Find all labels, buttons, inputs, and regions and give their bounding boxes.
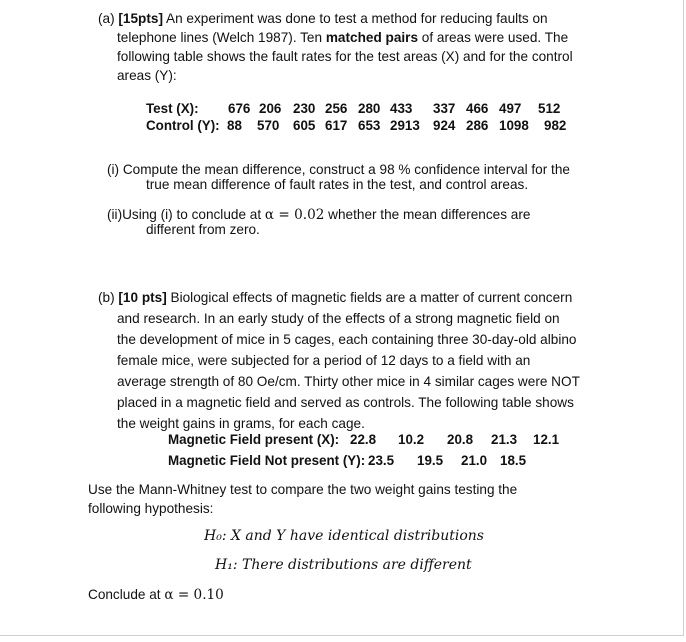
- part-b-line-2: and research. In an early study of the effects of a strong magnetic field on: [117, 311, 560, 326]
- control-value: 2913: [390, 118, 420, 133]
- conclusion-line: Conclude at α = 0.10: [88, 587, 224, 603]
- magnetic-present-row: [168, 432, 568, 449]
- control-value: 286: [466, 118, 489, 133]
- magnetic-absent-row: [168, 453, 568, 470]
- part-b-line-6: placed in a magnetic field and served as controls. The following table shows: [117, 395, 574, 410]
- control-value: 653: [358, 118, 381, 133]
- test-value: 280: [358, 101, 381, 116]
- part-a-line-4: areas (Y):: [117, 68, 177, 83]
- question-ii-line-1: (ii)Using (i) to conclude at α = 0.02 whether the mean differences are: [107, 207, 531, 223]
- part-a-line-3: following table shows the fault rates for the test areas (X) and for the control: [117, 49, 573, 64]
- part-b-points: [10 pts]: [118, 290, 167, 305]
- control-value: 1098: [499, 118, 529, 133]
- test-value: 676: [228, 101, 251, 116]
- test-label: Test (X):: [146, 101, 199, 116]
- test-value: 337: [433, 101, 456, 116]
- magnetic-present-value: 20.8: [447, 432, 474, 447]
- magnetic-absent-label: Magnetic Field Not present (Y):: [168, 453, 366, 468]
- magnetic-present-value: 12.1: [533, 432, 560, 447]
- magnetic-present-value: 22.8: [350, 432, 377, 447]
- mann-whitney-line-1: Use the Mann-Whitney test to compare the two weight gains testing the: [88, 482, 518, 497]
- magnetic-absent-value: 18.5: [500, 453, 527, 468]
- control-value: 605: [293, 118, 316, 133]
- part-b-line-7: the weight gains in grams, for each cage.: [117, 416, 365, 431]
- part-b-label: (b): [98, 290, 115, 305]
- test-value: 433: [390, 101, 413, 116]
- question-i-line-1: (i) Compute the mean difference, construct a 98 % confidence interval for the: [107, 162, 570, 177]
- control-value: 924: [433, 118, 456, 133]
- test-value: 256: [325, 101, 348, 116]
- part-a-line-1: (a) [15pts] An experiment was done to test a method for reducing faults on: [98, 11, 548, 26]
- test-value: 512: [538, 101, 561, 116]
- control-value: 88: [227, 118, 242, 133]
- magnetic-absent-value: 19.5: [417, 453, 444, 468]
- part-b-line-5: average strength of 80 Oe/cm. Thirty other mice in 4 similar cages were NOT: [117, 374, 580, 389]
- alpha-value: α = 0.02: [264, 207, 325, 223]
- magnetic-present-value: 10.2: [398, 432, 425, 447]
- magnetic-absent-value: 21.0: [461, 453, 488, 468]
- test-row: [146, 101, 561, 118]
- question-i-line-2: true mean difference of fault rates in the test, and control areas.: [146, 177, 529, 192]
- matched-pairs-emphasis: matched pairs: [325, 30, 419, 45]
- part-b-line-1: (b) [10 pts] Biological effects of magnetic fields are a matter of current concern: [98, 290, 573, 305]
- test-value: 466: [466, 101, 489, 116]
- part-b-line-4: female mice, were subjected for a period of 12 days to a field with an: [117, 353, 531, 368]
- magnetic-absent-value: 23.5: [368, 453, 395, 468]
- mann-whitney-line-2: following hypothesis:: [88, 501, 214, 516]
- control-value: 570: [257, 118, 280, 133]
- control-label: Control (Y):: [146, 118, 220, 133]
- control-value: 982: [544, 118, 567, 133]
- control-row: [146, 118, 567, 135]
- part-a-label: (a): [98, 11, 115, 26]
- part-a-points: [15pts]: [118, 11, 163, 26]
- test-value: 206: [259, 101, 282, 116]
- question-ii-line-2: different from zero.: [146, 222, 260, 237]
- part-b-line-3: the development of mice in 5 cages, each containing three 30-day-old albino: [117, 332, 577, 347]
- magnetic-present-value: 21.3: [491, 432, 518, 447]
- null-hypothesis: H₀: X and Y have identical distributions: [204, 528, 484, 544]
- alternative-hypothesis: H₁: There distributions are different: [215, 557, 472, 573]
- test-value: 230: [293, 101, 316, 116]
- magnetic-present-label: Magnetic Field present (X):: [168, 432, 340, 447]
- part-a-line-2: telephone lines (Welch 1987). Ten matched pairs of areas were used. The: [117, 30, 569, 45]
- control-value: 617: [325, 118, 348, 133]
- test-value: 497: [499, 101, 522, 116]
- alpha-value: α = 0.10: [164, 587, 224, 603]
